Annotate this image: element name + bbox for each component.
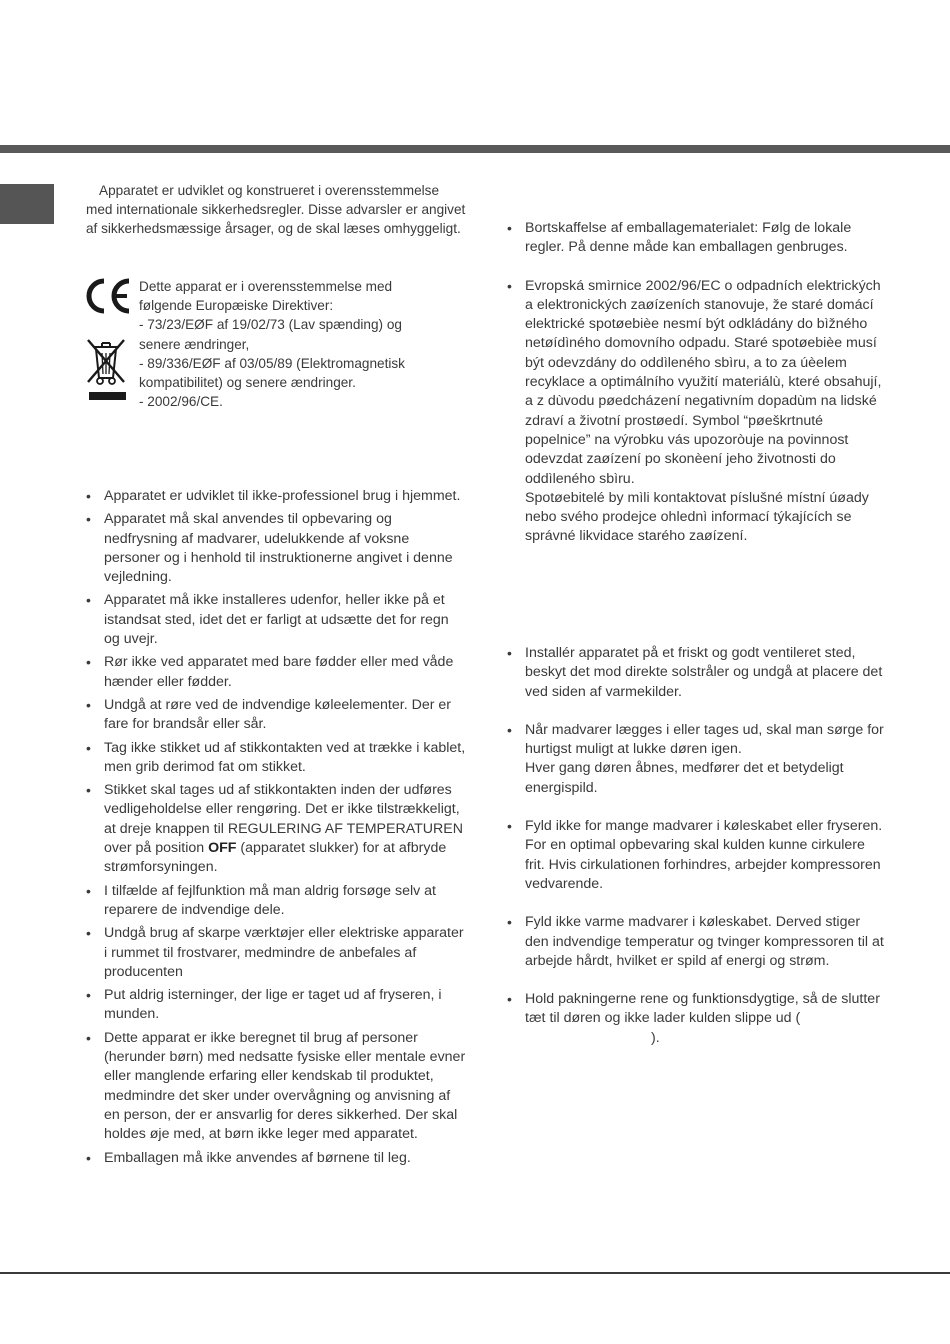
directive-line: senere ændringer, bbox=[139, 336, 250, 352]
intro-paragraph bbox=[86, 181, 468, 239]
list-item-text: Hold pakningerne rene og funktionsdygtige, så de slutter tæt til døren og ikke lader kulden slippe ud bbox=[525, 991, 880, 1027]
disposal-list bbox=[507, 219, 887, 566]
language-tab-marker bbox=[0, 184, 54, 224]
list-item-text: Evropská smìrnice 2002/96/EC o odpadních elektrických a elektronických zaøízeních stanovuje, že staré domácí elektrické spotøebièe nesmí být odkládány do bìžného netøídìného domovního odpadu. Staré spotøebièe musí být odevzdány do oddìleného sbìru, a to za úèelem recyklace a optimálního využití materiálù, které obsahují, a z dùvodu pøedcházení negativním dopadùm na lidské zdraví a životní prostøedí. Symbol “pøeškrtnuté popelnice” na výrobku vás upozoròuje na povinnost odevzdat zaøízení po skonèení jeho životnosti do oddìleného sbìru. Spotøebitelé by mìli kontaktovat píslušné místní úøady nebo svého prodejce ohlednì informací týkajících se správné likvidace starého zaøízení. bbox=[525, 277, 882, 545]
list-item: • Stikket skal tages ud af stikkontakten inden der udføres vedligeholdelse eller rengøring. Det er ikke tilstrækkeligt, at dreje knappen til REGULERING AF TEMPERATUREN over på position OFF (apparatet slukker) for at afbryde strømforsyningen. bbox=[86, 782, 464, 876]
directive-line: - 89/336/EØF af 03/05/89 (Elektromagnetisk bbox=[139, 355, 405, 371]
list-item: • Installér apparatet på et friskt og godt ventileret sted, beskyt det mod direkte solstråler og undgå at placere det ved siden af varmekilder. bbox=[507, 645, 883, 700]
ce-mark-icon bbox=[84, 278, 132, 314]
list-item: • I tilfælde af fejlfunktion må man aldrig forsøge selv at reparere de indvendige dele. bbox=[86, 882, 436, 918]
list-item: • Evropská smìrnice 2002/96/EC o odpadních elektrických a elektronických zaøízeních stanovuje, že staré domácí elektrické spotøebièe nesmí být odkládány do bìžného netøídìného domovního odpadu. Staré spotøebièe musí být odevzdány do oddìleného sbìru, a to za úèelem recyklace a optimálního využití materiálù, které obsahují, a z dùvodu pøedcházení negativním dopadùm na lidské zdraví a životní prostøedí. Symbol “pøeškrtnuté popelnice” na výrobku vás upozoròuje na povinnost odevzdat zaøízení po skonèení jeho životnosti do oddìleného sbìru. Spotøebitelé by mìli kontaktovat píslušné místní úøady nebo svého prodejce ohlednì informací týkajících se správné likvidace starého zaøízení. bbox=[507, 277, 882, 545]
paren-close: ). bbox=[651, 1029, 660, 1046]
list-item: • Fyld ikke varme madvarer i køleskabet. Derved stiger den indvendige temperatur og tvinger kompressoren til at arbejde hårdt, hvilket er spild af energi og strøm. bbox=[507, 914, 884, 969]
list-item-text: Stikket skal tages ud af stikkontakten inden der udføres vedligeholdelse eller rengøring. Det er ikke tilstrækkeligt, at dreje knappen til REGULERING AF TEMPERATUREN over på position bbox=[104, 782, 464, 857]
list-item-text: Når madvarer lægges i eller tages ud, skal man sørge for hurtigst muligt at lukke døren igen. Hver gang døren åbnes, medfører det et betydeligt energispild. bbox=[525, 721, 884, 796]
list-item: • Bortskaffelse af emballagematerialet: Følg de lokale regler. På denne måde kan emballagen genbruges. bbox=[507, 220, 852, 256]
list-item: • Put aldrig isterninger, der lige er taget ud af fryseren, i munden. bbox=[86, 987, 442, 1023]
list-item-text: Apparatet er udviklet til ikke-professionel brug i hjemmet. bbox=[104, 488, 461, 504]
list-item-text: Bortskaffelse af emballagematerialet: Følg de lokale regler. På denne måde kan emballagen genbruges. bbox=[525, 220, 852, 256]
list-item: • Apparatet må ikke installeres udenfor, heller ikke på et istandsat sted, idet det er farligt at udsætte det for regn og uvejr. bbox=[86, 592, 449, 648]
list-item: • Dette apparat er ikke beregnet til brug af personer (herunder børn) med nedsatte fysiske eller mentale evner eller manglende erfaring eller kendskab til produktet, medmindre det sker under overvågning og anvisning af en person, der er ansvarlig for deres sikkerhed. Der skal holdes øje med, at børn ikke leger med apparatet. bbox=[86, 1029, 466, 1143]
list-item-text: Rør ikke ved apparatet med bare fødder eller med våde hænder eller fødder. bbox=[104, 654, 454, 690]
list-item: • Undgå at røre ved de indvendige køleelementer. Der er fare for brandsår eller sår. bbox=[86, 696, 451, 733]
directive-line: - 73/23/EØF af 19/02/73 (Lav spænding) og bbox=[139, 317, 402, 333]
safety-list bbox=[86, 487, 466, 1172]
header-rule bbox=[0, 145, 950, 153]
list-item-text: Fyld ikke varme madvarer i køleskabet. Derved stiger den indvendige temperatur og tvinger kompressoren til at arbejde hårdt, hvilket er spild af energi og strøm. bbox=[525, 914, 884, 969]
list-item: • Undgå brug af skarpe værktøjer eller elektriske apparater i rummet til frostvarer, medmindre de anbefales af producenten bbox=[86, 925, 464, 980]
paren-open: ( bbox=[795, 1010, 801, 1027]
intro-text: Apparatet er udviklet og konstrueret i overensstemmelse med internationale sikkerhedsregler. Disse advarsler er angivet af sikkerhedsmæssige årsager, og de skal læses omhyggeligt. bbox=[86, 183, 466, 237]
list-item-text: Apparatet må ikke installeres udenfor, heller ikke på et istandsat sted, idet det er farligt at udsætte det for regn og uvejr. bbox=[104, 592, 449, 648]
list-item: • Rør ikke ved apparatet med bare fødder eller med våde hænder eller fødder. bbox=[86, 654, 454, 690]
list-item-text: Put aldrig isterninger, der lige er taget ud af fryseren, i munden. bbox=[104, 987, 442, 1023]
list-item: • Hold pakningerne rene og funktionsdygtige, så de slutter tæt til døren og ikke lader kulden slippe ud (). bbox=[507, 991, 880, 1046]
list-item: • Apparatet er udviklet til ikke-professionel brug i hjemmet. bbox=[86, 488, 461, 504]
list-item-text: Fyld ikke for mange madvarer i køleskabet eller fryseren. For en optimal opbevaring skal kulden kunne cirkulere frit. Hvis cirkulationen forhindres, arbejder kompressoren vedvarende. bbox=[525, 818, 883, 892]
list-item-text: Undgå brug af skarpe værktøjer eller elektriske apparater i rummet til frostvarer, medmindre de anbefales af producenten bbox=[104, 925, 464, 980]
directives-block bbox=[139, 277, 469, 411]
list-item: • Apparatet må skal anvendes til opbevaring og nedfrysning af madvarer, udelukkende af voksne personer og i henhold til instruktionerne angivet i denne vejledning. bbox=[86, 511, 453, 586]
list-item-text: I tilfælde af fejlfunktion må man aldrig forsøge selv at reparere de indvendige dele. bbox=[104, 882, 436, 918]
list-item: • Når madvarer lægges i eller tages ud, skal man sørge for hurtigst muligt at lukke døren igen. Hver gang døren åbnes, medfører det et betydeligt energispild. bbox=[507, 721, 884, 796]
footer-rule bbox=[0, 1272, 950, 1274]
directive-line: Dette apparat er i overensstemmelse med bbox=[139, 279, 393, 294]
list-item-text: Emballagen må ikke anvendes af børnene til leg. bbox=[104, 1149, 411, 1166]
list-item-text: Installér apparatet på et friskt og godt ventileret sted, beskyt det mod direkte solstråler og undgå at placere det ved siden af varmekilder. bbox=[525, 645, 883, 700]
list-item: • Tag ikke stikket ud af stikkontakten ved at trække i kablet, men grib derimod fat om stikket. bbox=[86, 739, 466, 775]
list-item: • Emballagen må ikke anvendes af børnene til leg. bbox=[86, 1149, 411, 1166]
energy-saving-list bbox=[507, 644, 887, 1067]
directive-line: - 2002/96/CE. bbox=[139, 394, 223, 410]
weee-underline-bar bbox=[89, 392, 126, 400]
list-item-text: Apparatet må skal anvendes til opbevaring og nedfrysning af madvarer, udelukkende af voksne personer og i henhold til instruktionerne angivet i denne vejledning. bbox=[104, 511, 453, 586]
list-item: • Fyld ikke for mange madvarer i køleskabet eller fryseren. For en optimal opbevaring skal kulden kunne cirkulere frit. Hvis cirkulationen forhindres, arbejder kompressoren vedvarende. bbox=[507, 818, 883, 892]
off-position-label: OFF bbox=[208, 840, 237, 857]
list-item-text: (apparatet slukker) for at afbryde strømforsyningen. bbox=[104, 840, 447, 876]
directive-line: kompatibilitet) og senere ændringer. bbox=[139, 375, 356, 391]
crossed-bin-icon bbox=[82, 336, 130, 386]
list-item-text: Tag ikke stikket ud af stikkontakten ved at trække i kablet, men grib derimod fat om stikket. bbox=[104, 739, 466, 775]
list-item-text: Dette apparat er ikke beregnet til brug af personer (herunder børn) med nedsatte fysiske eller mentale evner eller manglende erfaring eller kendskab til produktet, medmindre det sker under overvågning og anvisning af en person, der er ansvarlig for deres sikkerhed. Der skal holdes øje med, at børn ikke leger med apparatet. bbox=[104, 1029, 466, 1143]
list-item-text: Undgå at røre ved de indvendige køleelementer. Der er fare for brandsår eller sår. bbox=[104, 696, 451, 733]
directive-line: følgende Europæiske Direktiver: bbox=[139, 298, 334, 314]
